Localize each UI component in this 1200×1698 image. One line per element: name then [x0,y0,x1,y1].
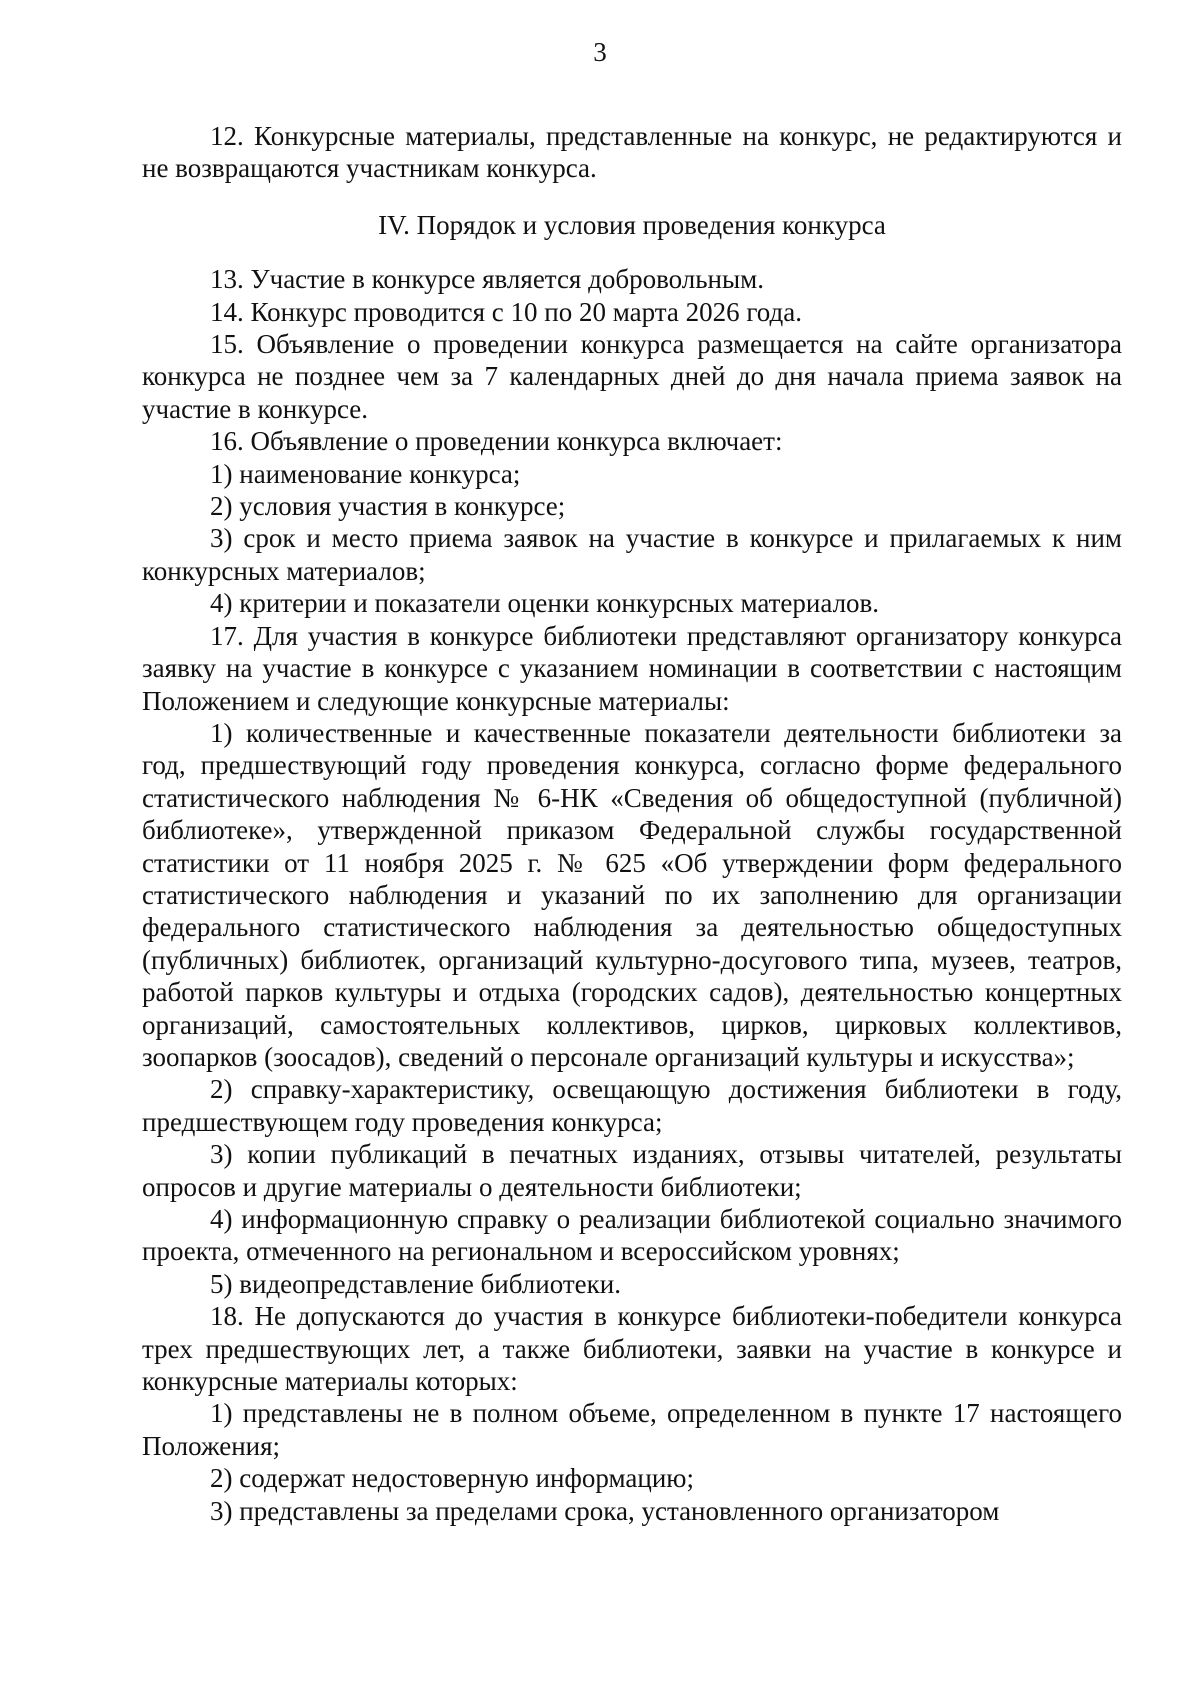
paragraph-12: 12. Конкурсные материалы, представленные на конкурс, не редактируются и не возвращаются участникам конкурса. [142,121,1122,184]
paragraph-15: 15. Объявление о проведении конкурса размещается на сайте организатора конкурса не позднее чем за 7 календарных дней до дня начала приема заявок на участие в конкурсе. [142,329,1122,424]
document-body [142,120,1122,1527]
list-item-18-3: 3) представлены за пределами срока, установленного организатором [210,1495,1000,1526]
paragraph-14: 14. Конкурс проводится с 10 по 20 марта 2026 года. [210,296,802,327]
list-item-16-4: 4) критерии и показатели оценки конкурсных материалов. [210,588,880,619]
list-item-17-2: 2) справку-характеристику, освещающую достижения библиотеки в году, предшествующем году проведения конкурса; [142,1074,1122,1137]
list-item-17-5: 5) видеопредставление библиотеки. [210,1268,621,1299]
list-item-16-3: 3) срок и место приема заявок на участие в конкурсе и прилагаемых к ним конкурсных материалов; [142,523,1122,586]
list-item-17-4: 4) информационную справку о реализации библиотекой социально значимого проекта, отмеченного на региональном и всероссийском уровнях; [142,1204,1122,1267]
paragraph-17: 17. Для участия в конкурсе библиотеки представляют организатору конкурса заявку на участие в конкурсе с указанием номинации в соответствии с настоящим Положением и следующие конкурсные материалы: [142,620,1122,716]
list-item-17-3: 3) копии публикаций в печатных изданиях, отзывы читателей, результаты опросов и другие материалы о деятельности библиотеки; [142,1139,1122,1202]
list-item-18-2: 2) содержат недостоверную информацию; [210,1463,694,1494]
list-item-17-1: 1) количественные и качественные показатели деятельности библиотеки за год, предшествующий году проведения конкурса, согласно форме федерального статистического наблюдения № 6-НК «Сведения об общедоступной (публичной) библиотеке», утвержденной приказом Федеральной службы государственной статистики от 11 ноября 2025 г. № 625 «Об утверждении форм федерального статистического наблюдения и указаний по их заполнению для организации федерального статистического наблюдения за деятельностью общедоступных (публичных) библиотек, организаций культурно-досугового типа, музеев, театров, работой парков культуры и отдыха (городских садов), деятельностью концертных организаций, самостоятельных коллективов, цирков, цирковых коллективов, зоопарков (зоосадов), сведений о персонале организаций культуры и искусства»; [142,717,1122,1072]
list-item-16-2: 2) условия участия в конкурсе; [210,491,566,522]
page-number: 3 [593,37,607,67]
paragraph-16: 16. Объявление о проведении конкурса включает: [210,426,783,457]
list-item-18-1: 1) представлены не в полном объеме, определенном в пункте 17 настоящего Положения; [142,1398,1122,1461]
paragraph-18: 18. Не допускаются до участия в конкурсе библиотеки-победители конкурса трех предшествующих лет, а также библиотеки, заявки на участие в конкурсе и конкурсные материалы которых: [142,1301,1122,1397]
paragraph-13: 13. Участие в конкурсе является добровольным. [210,264,764,295]
list-item-16-1: 1) наименование конкурса; [210,458,521,489]
section-heading: IV. Порядок и условия проведения конкурса [378,209,886,240]
